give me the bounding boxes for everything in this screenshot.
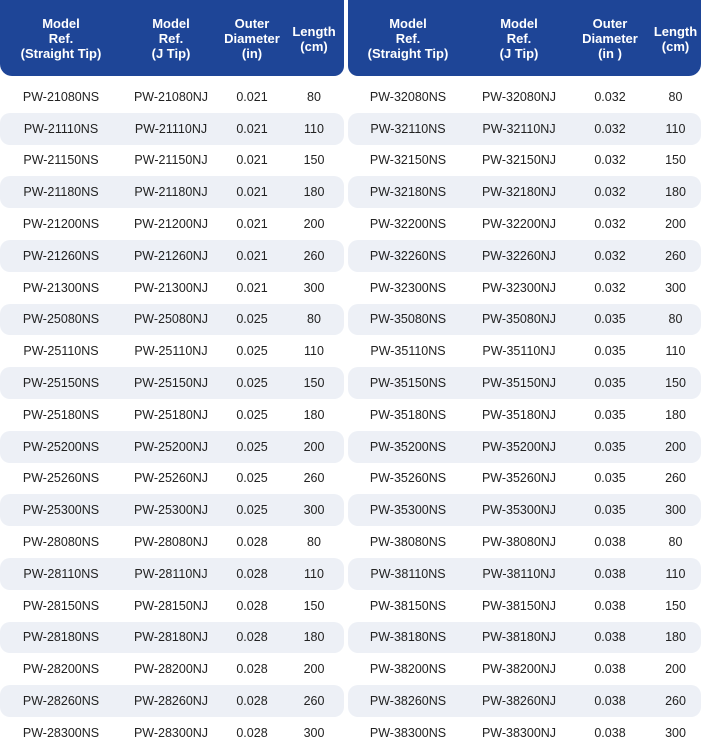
table-row [0,272,344,304]
length-cell: 80 [307,89,321,104]
model-straight-tip-cell: PW-28200NS [22,662,100,677]
outer-diameter-cell: 0.032 [594,89,626,104]
outer-diameter-cell: 0.021 [236,217,268,232]
table-row [348,622,701,654]
length-cell: 180 [665,630,686,645]
model-straight-tip-cell: PW-32150NS [369,153,447,168]
model-j-tip-cell: PW-32300NJ [481,280,557,295]
length-cell: 200 [303,662,325,677]
length-cell: 200 [303,439,325,454]
outer-diameter-cell: 0.021 [236,89,268,104]
table-row [0,208,344,240]
outer-diameter-cell: 0.032 [594,185,626,200]
header-model-ref-j-tip: Model Ref. (J Tip) [499,15,539,61]
header-length: Length (cm) [292,24,336,54]
model-j-tip-cell: PW-28200NJ [133,662,209,677]
table-row [348,272,701,304]
table-body [348,81,701,749]
table-row [348,145,701,177]
length-cell: 110 [304,566,324,581]
length-cell: 80 [307,535,321,550]
outer-diameter-cell: 0.028 [236,630,268,645]
table-row [0,622,344,654]
table-row [0,717,344,749]
table-row [348,685,701,717]
table-row [0,494,344,526]
length-cell: 260 [665,694,686,709]
length-cell: 260 [303,694,325,709]
model-straight-tip-cell: PW-28080NS [22,535,100,550]
length-cell: 150 [303,153,325,168]
table-row [0,176,344,208]
model-j-tip-cell: PW-35110NJ [482,344,556,359]
table-row [0,335,344,367]
model-j-tip-cell: PW-25150NJ [133,376,209,391]
table-row [0,81,344,113]
model-j-tip-cell: PW-25260NJ [133,471,209,486]
length-cell: 260 [665,471,686,486]
outer-diameter-cell: 0.025 [236,439,268,454]
model-straight-tip-cell: PW-35110NS [370,344,446,359]
model-j-tip-cell: PW-32080NJ [481,89,557,104]
model-straight-tip-cell: PW-38300NS [369,725,447,740]
length-cell: 300 [303,503,325,518]
length-cell: 180 [303,185,325,200]
table-row [348,463,701,495]
model-straight-tip-cell: PW-38180NS [369,630,447,645]
outer-diameter-cell: 0.021 [236,153,268,168]
model-straight-tip-cell: PW-35180NS [369,407,447,422]
model-j-tip-cell: PW-38150NJ [481,598,557,613]
length-cell: 180 [303,407,325,422]
model-straight-tip-cell: PW-38150NS [369,598,447,613]
outer-diameter-cell: 0.021 [236,121,268,136]
model-straight-tip-cell: PW-38080NS [369,535,447,550]
model-j-tip-cell: PW-38300NJ [481,725,557,740]
outer-diameter-cell: 0.035 [594,439,626,454]
length-cell: 110 [665,566,686,581]
model-j-tip-cell: PW-21260NJ [133,248,209,263]
model-j-tip-cell: PW-21110NJ [134,121,208,136]
model-straight-tip-cell: PW-32260NS [369,248,447,263]
length-cell: 200 [665,439,686,454]
model-straight-tip-cell: PW-21180NS [23,185,99,200]
model-j-tip-cell: PW-38110NJ [482,566,556,581]
outer-diameter-cell: 0.021 [236,185,268,200]
model-j-tip-cell: PW-35300NJ [481,503,557,518]
model-straight-tip-cell: PW-25180NS [22,407,100,422]
model-j-tip-cell: PW-38260NJ [481,694,557,709]
model-straight-tip-cell: PW-35200NS [369,439,447,454]
length-cell: 300 [303,280,325,295]
table-row [348,208,701,240]
model-straight-tip-cell: PW-28180NS [22,630,100,645]
outer-diameter-cell: 0.025 [236,471,268,486]
length-cell: 300 [303,725,325,740]
length-cell: 80 [668,89,683,104]
model-j-tip-cell: PW-21150NJ [134,153,208,168]
table-row [348,240,701,272]
length-cell: 200 [665,217,686,232]
table-row [348,431,701,463]
outer-diameter-cell: 0.025 [236,407,268,422]
model-j-tip-cell: PW-35260NJ [481,471,557,486]
model-j-tip-cell: PW-35080NJ [481,312,557,327]
length-cell: 300 [665,725,686,740]
model-straight-tip-cell: PW-25080NS [22,312,100,327]
table-row [348,113,701,145]
model-straight-tip-cell: PW-21150NS [23,153,99,168]
outer-diameter-cell: 0.025 [236,312,268,327]
outer-diameter-cell: 0.035 [594,344,626,359]
outer-diameter-cell: 0.035 [594,376,626,391]
model-straight-tip-cell: PW-28110NS [23,566,99,581]
length-cell: 150 [665,598,686,613]
model-straight-tip-cell: PW-35080NS [369,312,447,327]
length-cell: 110 [304,344,324,359]
table-row [348,494,701,526]
outer-diameter-cell: 0.025 [236,344,268,359]
model-straight-tip-cell: PW-38110NS [370,566,446,581]
length-cell: 180 [303,630,325,645]
model-j-tip-cell: PW-25300NJ [133,503,209,518]
model-straight-tip-cell: PW-28260NS [22,694,100,709]
outer-diameter-cell: 0.021 [236,280,268,295]
left-spec-table [0,0,344,749]
table-row [0,113,344,145]
model-straight-tip-cell: PW-28300NS [22,725,100,740]
outer-diameter-cell: 0.025 [236,376,268,391]
model-j-tip-cell: PW-28080NJ [133,535,209,550]
length-cell: 260 [303,248,325,263]
table-row [0,399,344,431]
table-row [348,399,701,431]
outer-diameter-cell: 0.032 [594,153,626,168]
length-cell: 110 [304,121,324,136]
model-straight-tip-cell: PW-35260NS [369,471,447,486]
model-j-tip-cell: PW-38080NJ [481,535,557,550]
length-cell: 150 [665,153,686,168]
table-row [348,304,701,336]
table-row [0,463,344,495]
outer-diameter-cell: 0.028 [236,598,268,613]
model-j-tip-cell: PW-28110NJ [134,566,208,581]
model-j-tip-cell: PW-28260NJ [133,694,209,709]
model-straight-tip-cell: PW-32200NS [369,217,447,232]
model-straight-tip-cell: PW-21200NS [22,217,100,232]
outer-diameter-cell: 0.035 [594,407,626,422]
outer-diameter-cell: 0.032 [594,121,626,136]
outer-diameter-cell: 0.035 [594,312,626,327]
model-j-tip-cell: PW-25180NJ [133,407,209,422]
model-j-tip-cell: PW-21080NJ [133,89,209,104]
model-straight-tip-cell: PW-25260NS [22,471,100,486]
model-j-tip-cell: PW-38180NJ [481,630,557,645]
model-j-tip-cell: PW-25080NJ [133,312,209,327]
model-straight-tip-cell: PW-25300NS [22,503,100,518]
table-header [0,0,344,76]
outer-diameter-cell: 0.038 [594,725,626,740]
model-j-tip-cell: PW-35150NJ [481,376,557,391]
table-row [348,367,701,399]
header-model-ref-j-tip: Model Ref. (J Tip) [151,15,191,61]
outer-diameter-cell: 0.028 [236,566,268,581]
table-row [0,526,344,558]
model-j-tip-cell: PW-35200NJ [481,439,557,454]
length-cell: 200 [665,662,686,677]
table-body [0,81,344,749]
header-length: Length (cm) [653,24,698,54]
outer-diameter-cell: 0.038 [594,694,626,709]
length-cell: 260 [303,471,325,486]
model-straight-tip-cell: PW-35300NS [369,503,447,518]
outer-diameter-cell: 0.038 [594,630,626,645]
model-straight-tip-cell: PW-38260NS [369,694,447,709]
model-straight-tip-cell: PW-32300NS [369,280,447,295]
table-row [348,653,701,685]
model-straight-tip-cell: PW-25150NS [22,376,100,391]
outer-diameter-cell: 0.038 [594,662,626,677]
length-cell: 200 [303,217,325,232]
table-row [348,590,701,622]
model-straight-tip-cell: PW-28150NS [22,598,100,613]
model-j-tip-cell: PW-21200NJ [133,217,209,232]
length-cell: 180 [665,185,686,200]
length-cell: 180 [665,407,686,422]
length-cell: 80 [307,312,321,327]
right-spec-table [348,0,701,749]
outer-diameter-cell: 0.038 [594,535,626,550]
model-j-tip-cell: PW-32150NJ [481,153,557,168]
header-outer-diameter: Outer Diameter (in ) [582,15,638,61]
model-straight-tip-cell: PW-21080NS [22,89,100,104]
model-j-tip-cell: PW-21300NJ [133,280,209,295]
model-j-tip-cell: PW-28300NJ [133,725,209,740]
outer-diameter-cell: 0.032 [594,217,626,232]
length-cell: 80 [668,312,683,327]
length-cell: 260 [665,248,686,263]
header-model-ref-straight-tip: Model Ref. (Straight Tip) [367,15,449,61]
length-cell: 150 [303,376,325,391]
table-row [0,431,344,463]
table-row [0,558,344,590]
outer-diameter-cell: 0.035 [594,503,626,518]
outer-diameter-cell: 0.028 [236,694,268,709]
model-j-tip-cell: PW-21180NJ [134,185,208,200]
model-straight-tip-cell: PW-21110NS [23,121,99,136]
model-j-tip-cell: PW-25200NJ [133,439,209,454]
table-row [0,685,344,717]
model-j-tip-cell: PW-25110NJ [134,344,208,359]
table-row [348,81,701,113]
length-cell: 300 [665,503,686,518]
length-cell: 110 [665,121,686,136]
model-j-tip-cell: PW-32180NJ [481,185,557,200]
table-row [0,367,344,399]
model-j-tip-cell: PW-32200NJ [481,217,557,232]
table-row [348,526,701,558]
outer-diameter-cell: 0.035 [594,471,626,486]
outer-diameter-cell: 0.028 [236,535,268,550]
model-j-tip-cell: PW-38200NJ [481,662,557,677]
outer-diameter-cell: 0.028 [236,725,268,740]
outer-diameter-cell: 0.025 [236,503,268,518]
outer-diameter-cell: 0.038 [594,598,626,613]
length-cell: 150 [303,598,325,613]
header-model-ref-straight-tip: Model Ref. (Straight Tip) [20,15,102,61]
header-outer-diameter: Outer Diameter (in) [224,15,280,61]
length-cell: 80 [668,535,683,550]
table-row [348,558,701,590]
outer-diameter-cell: 0.038 [594,566,626,581]
table-row [348,717,701,749]
model-straight-tip-cell: PW-32080NS [369,89,447,104]
model-straight-tip-cell: PW-25110NS [23,344,99,359]
table-row [348,176,701,208]
table-row [0,653,344,685]
table-row [0,145,344,177]
length-cell: 300 [665,280,686,295]
table-row [348,335,701,367]
table-row [0,240,344,272]
length-cell: 150 [665,376,686,391]
outer-diameter-cell: 0.032 [594,280,626,295]
model-j-tip-cell: PW-28180NJ [133,630,209,645]
model-straight-tip-cell: PW-32110NS [370,121,446,136]
model-straight-tip-cell: PW-32180NS [369,185,447,200]
outer-diameter-cell: 0.032 [594,248,626,263]
table-header [348,0,701,76]
table-row [0,304,344,336]
outer-diameter-cell: 0.028 [236,662,268,677]
model-j-tip-cell: PW-32110NJ [482,121,556,136]
model-straight-tip-cell: PW-21260NS [22,248,100,263]
model-straight-tip-cell: PW-35150NS [369,376,447,391]
model-straight-tip-cell: PW-38200NS [369,662,447,677]
model-j-tip-cell: PW-32260NJ [481,248,557,263]
table-row [0,590,344,622]
outer-diameter-cell: 0.021 [236,248,268,263]
model-straight-tip-cell: PW-21300NS [22,280,100,295]
model-j-tip-cell: PW-35180NJ [481,407,557,422]
model-j-tip-cell: PW-28150NJ [133,598,209,613]
length-cell: 110 [665,344,686,359]
model-straight-tip-cell: PW-25200NS [22,439,100,454]
